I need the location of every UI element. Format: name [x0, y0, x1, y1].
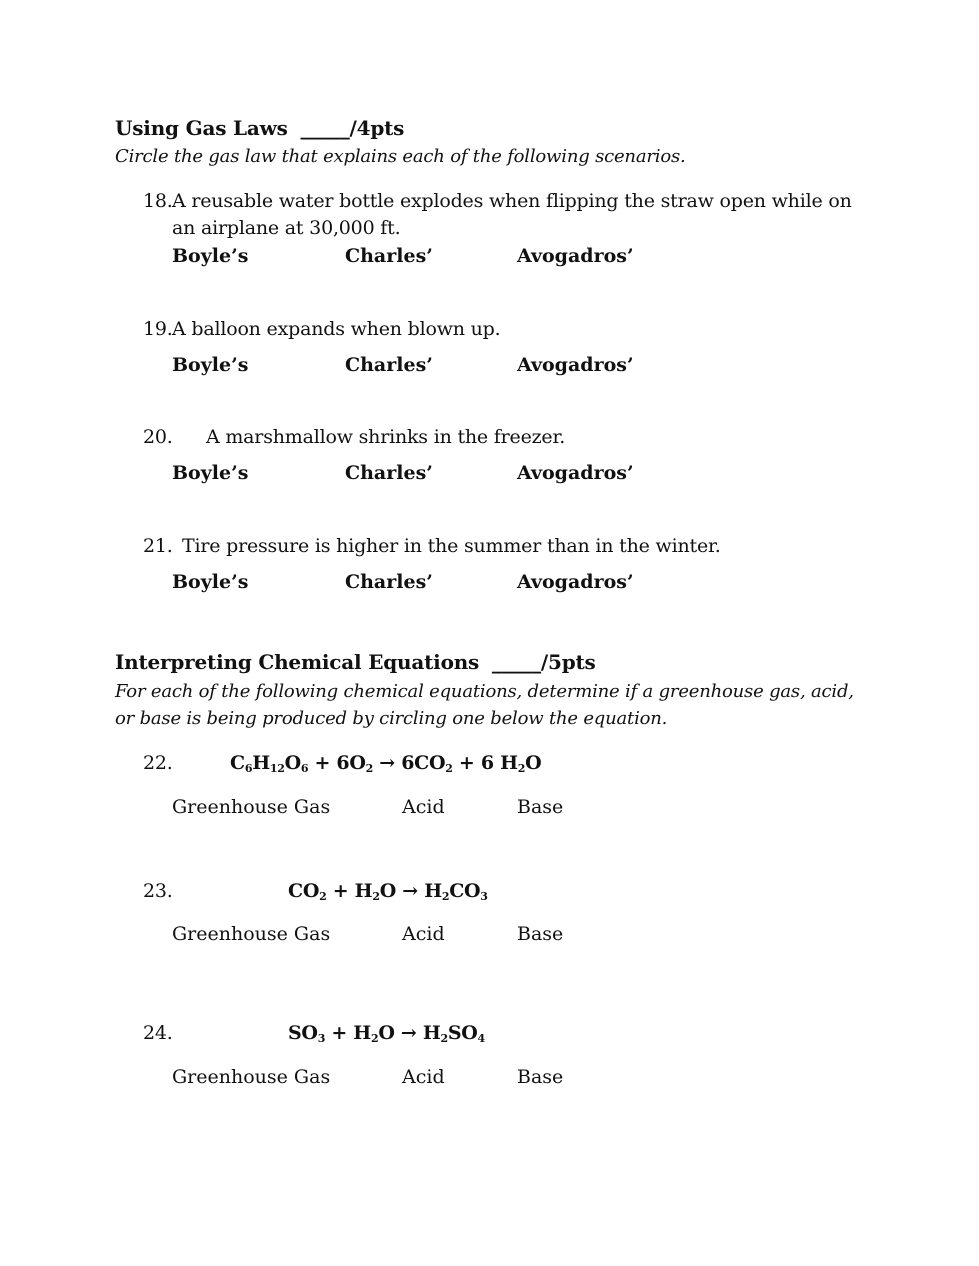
- q22-option-base[interactable]: Base: [517, 796, 564, 818]
- q23-option-acid[interactable]: Acid: [402, 923, 445, 945]
- question-24-number: 24.: [143, 1022, 173, 1044]
- chem-eq-heading: [115, 650, 596, 674]
- question-23-number: 23.: [143, 880, 173, 902]
- q19-option-boyles[interactable]: Boyle’s: [172, 354, 249, 376]
- chem-eq-points: _____/5pts: [491, 650, 596, 674]
- gas-laws-points: _____/4pts: [300, 116, 405, 140]
- gas-laws-instructions: Circle the gas law that explains each of the following scenarios.: [115, 146, 686, 167]
- question-20-text: A marshmallow shrinks in the freezer.: [206, 426, 566, 448]
- chem-eq-instructions-line2: or base is being produced by circling one below the equation.: [115, 708, 668, 729]
- q23-option-base[interactable]: Base: [517, 923, 564, 945]
- q18-option-boyles[interactable]: Boyle’s: [172, 245, 249, 267]
- question-18-number: 18.: [143, 190, 173, 212]
- q24-option-greenhouse-gas[interactable]: Greenhouse Gas: [172, 1066, 331, 1088]
- question-20-number: 20.: [143, 426, 173, 448]
- q19-option-avogadros[interactable]: Avogadros’: [517, 354, 634, 376]
- q22-option-greenhouse-gas[interactable]: Greenhouse Gas: [172, 796, 331, 818]
- gas-laws-title: Using Gas Laws: [115, 116, 288, 140]
- question-22-number: 22.: [143, 752, 173, 774]
- question-24-equation: $SO_3 + H_2O \to H_2SO_4$: [288, 1022, 485, 1045]
- q18-option-charles[interactable]: Charles’: [345, 245, 433, 267]
- q20-option-charles[interactable]: Charles’: [345, 462, 433, 484]
- q20-option-avogadros[interactable]: Avogadros’: [517, 462, 634, 484]
- question-22-equation: $C_6H_{12}O_6 + 6O_2 \to 6CO_2 + 6$ $H_2O$: [230, 752, 542, 775]
- question-23-equation: $CO_2 + H_2O \to H_2CO_3$: [288, 880, 488, 903]
- q22-option-acid[interactable]: Acid: [402, 796, 445, 818]
- q18-option-avogadros[interactable]: Avogadros’: [517, 245, 634, 267]
- chem-eq-instructions-line1: For each of the following chemical equations, determine if a greenhouse gas, acid,: [115, 681, 854, 702]
- question-21-number: 21.: [143, 535, 173, 557]
- q24-option-base[interactable]: Base: [517, 1066, 564, 1088]
- q21-option-boyles[interactable]: Boyle’s: [172, 571, 249, 593]
- gas-laws-heading: [115, 116, 404, 140]
- q19-option-charles[interactable]: Charles’: [345, 354, 433, 376]
- question-19-text: A balloon expands when blown up.: [172, 318, 501, 340]
- q24-option-acid[interactable]: Acid: [402, 1066, 445, 1088]
- question-21-text: Tire pressure is higher in the summer than in the winter.: [182, 535, 721, 557]
- q21-option-avogadros[interactable]: Avogadros’: [517, 571, 634, 593]
- question-18-text-line1: A reusable water bottle explodes when flipping the straw open while on: [172, 190, 852, 212]
- question-18-text-line2: an airplane at 30,000 ft.: [172, 217, 401, 239]
- q20-option-boyles[interactable]: Boyle’s: [172, 462, 249, 484]
- q21-option-charles[interactable]: Charles’: [345, 571, 433, 593]
- q23-option-greenhouse-gas[interactable]: Greenhouse Gas: [172, 923, 331, 945]
- question-19-number: 19.: [143, 318, 173, 340]
- chem-eq-title: Interpreting Chemical Equations: [115, 650, 480, 674]
